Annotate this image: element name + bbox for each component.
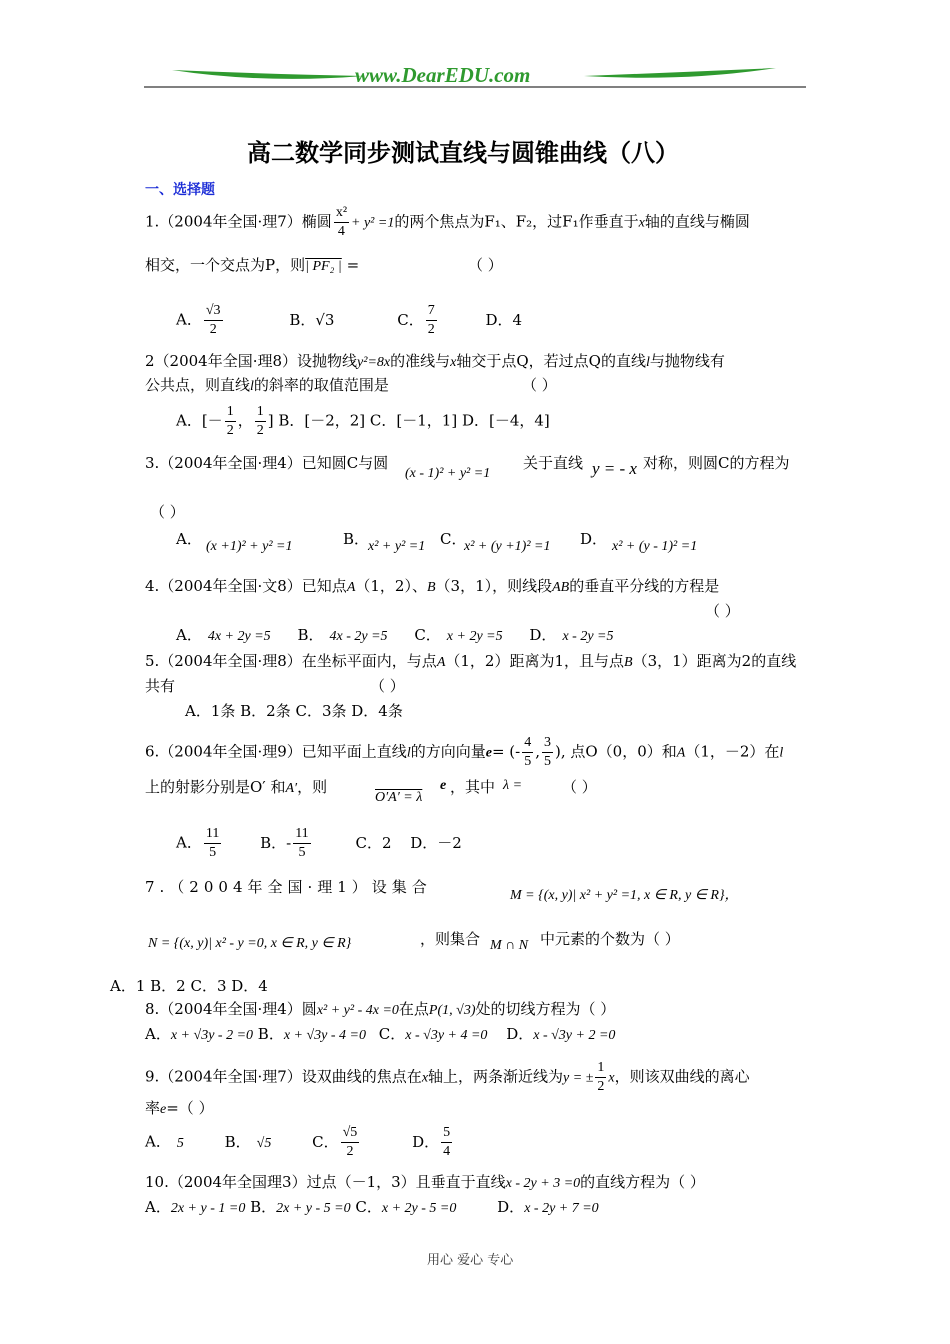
q7-MN: M ∩ N [490, 938, 529, 953]
q1-line1: 1.（2004年全国·理7）椭圆 $\frac{\text{x²}}{4}$ + y² =1的两个焦点为F₁、F₂，过F₁作垂直于x轴的直线与椭圆 [145, 205, 750, 239]
q9-line1: 9.（2004年全国·理7）设双曲线的焦点在x轴上，两条渐近线为y = ± $\frac{1}{2}$ x，则该双曲线的离心 [145, 1060, 750, 1094]
q6-lambda: λ = [503, 778, 523, 793]
q7-line2-c: 中元素的个数为（ ） [540, 930, 680, 948]
q1-options: A． $\frac{√3}{2}$ B．√3 C． $\frac{7}{2}$ D．4 [176, 303, 523, 337]
q5-options: A．1条 B．2条 C．3条 D．4条 [185, 702, 403, 720]
q3-line1-a: 3.（2004年全国·理4）已知圆C与圆 [145, 454, 389, 472]
q3-opt-b-label: B． [343, 530, 370, 548]
q5-line2: 共有 [145, 677, 176, 695]
q6-options: A． $\frac{11}{5}$ B．- $\frac{11}{5}$ C．2 D．－2 [176, 826, 462, 860]
q1-paren: （ ） [468, 256, 503, 274]
q6-line2: 上的射影分别是O′ 和A′，则 [145, 778, 328, 796]
q8-line1: 8.（2004年全国·理4）圆x² + y² - 4x =0在点P(1, √3)处的切线方程为（ ） [145, 1000, 616, 1018]
page-title: 高二数学同步测试直线与圆锥曲线（八） [247, 138, 679, 167]
q3-opt-c-label: C． [440, 530, 467, 548]
q5-line1: 5.（2004年全国·理8）在坐标平面内，与点A（1，2）距离为1，且与点B（3，1）距离为2的直线 [145, 652, 797, 670]
page-footer: 用心 爱心 专心 [427, 1253, 514, 1268]
q5-paren: （ ） [370, 677, 405, 695]
q3-opt-a: (x +1)² + y² =1 [206, 539, 293, 554]
q3-opt-b: x² + y² =1 [368, 539, 426, 554]
q8-options: A．x + √3y - 2 =0 B．x + √3y - 4 =0 C．x - √3y + 4 =0 D．x - √3y + 2 =0 [145, 1025, 616, 1043]
q10-line1: 10.（2004年全国理3）过点（－1，3）且垂直于直线x - 2y + 3 =0的直线方程为（ ） [145, 1173, 705, 1191]
q10-options: A．2x + y - 1 =0 B．2x + y - 5 =0 C．x + 2y - 5 =0 D．x - 2y + 7 =0 [145, 1198, 599, 1216]
q6-vector: O′A′ = λ [375, 790, 423, 805]
q2-line1: 2（2004年全国·理8）设抛物线y²=8x的准线与x轴交于点Q，若过点Q的直线l与抛物线有 [145, 352, 725, 370]
q1-stem-a: 1.（2004年全国·理7）椭圆 [145, 212, 332, 231]
q1-line2: 相交，一个交点为P，则| PF₂ | = [145, 256, 360, 274]
q6-paren: （ ） [562, 778, 597, 796]
q7-line2-b: ，则集合 [420, 930, 481, 948]
q7-options: A．1 B．2 C．3 D．4 [110, 977, 268, 995]
swoosh-left [172, 70, 364, 79]
q2-paren: （ ） [522, 376, 557, 394]
q7-set-M: M = {(x, y)| x² + y² =1, x ∈ R, y ∈ R}， [510, 888, 739, 903]
q3-eq1: (x - 1)² + y² =1 [405, 466, 491, 481]
q2-line2: 公共点，则直线l的斜率的取值范围是 [145, 376, 389, 394]
q3-paren: （ ） [150, 503, 185, 521]
q6-line1: 6.（2004年全国·理9）已知平面上直线l的方向向量e= (- $\frac{4}{5}$ , $\frac{3}{5}$ ), 点O（0，0）和A（1，－2）在l [145, 735, 784, 769]
q1-equation-tail: + y² =1 [351, 215, 395, 231]
q3-line1-c: 对称，则圆C的方程为 [643, 454, 790, 472]
q1-stem-b: 的两个焦点为F₁、F₂，过F₁作垂直于 [394, 212, 639, 231]
q3-eq2: y = - x [592, 459, 637, 478]
q4-line1: 4.（2004年全国·文8）已知点A（1，2）、B（3，1），则线段AB的垂直平分线的方程是 [145, 577, 720, 595]
q4-paren: （ ） [705, 602, 740, 620]
q1-fraction: $\frac{\text{x²}}{4}$ [335, 205, 348, 239]
q4-options: A． 4x + 2y =5 B． 4x - 2y =5 C． x + 2y =5 D． x - 2y =5 [176, 626, 614, 644]
q3-opt-c: x² + (y +1)² =1 [464, 539, 551, 554]
q3-opt-a-label: A． [176, 530, 202, 548]
q6-e: e [440, 778, 447, 793]
q2-options: A．[－ $\frac{1}{2}$ ， $\frac{1}{2}$ ] B．[－2，2] C．[－1，1] D．[－4，4] [176, 404, 550, 438]
q3-line1-b: 关于直线 [523, 454, 584, 472]
q3-opt-d: x² + (y - 1)² =1 [612, 539, 698, 554]
q9-options: A． 5 B． √5 C． $\frac{√5}{2}$ D． $\frac{5}{4}$ [145, 1125, 451, 1159]
q7-line1-a: 7.（2004年全国·理1）设集合 [145, 878, 432, 896]
q6-line2-c: ，其中 [450, 778, 496, 796]
header-site-name: www.DearEDU.com [355, 63, 531, 87]
q9-line2: 率e=（ ） [145, 1099, 214, 1117]
q7-set-N: N = {(x, y)| x² - y =0, x ∈ R, y ∈ R} [148, 936, 352, 951]
q3-opt-d-label: D． [580, 530, 608, 548]
section-heading: 一、选择题 [145, 182, 215, 198]
q1-vector: | PF₂ | [305, 259, 342, 274]
swoosh-right [584, 68, 776, 78]
